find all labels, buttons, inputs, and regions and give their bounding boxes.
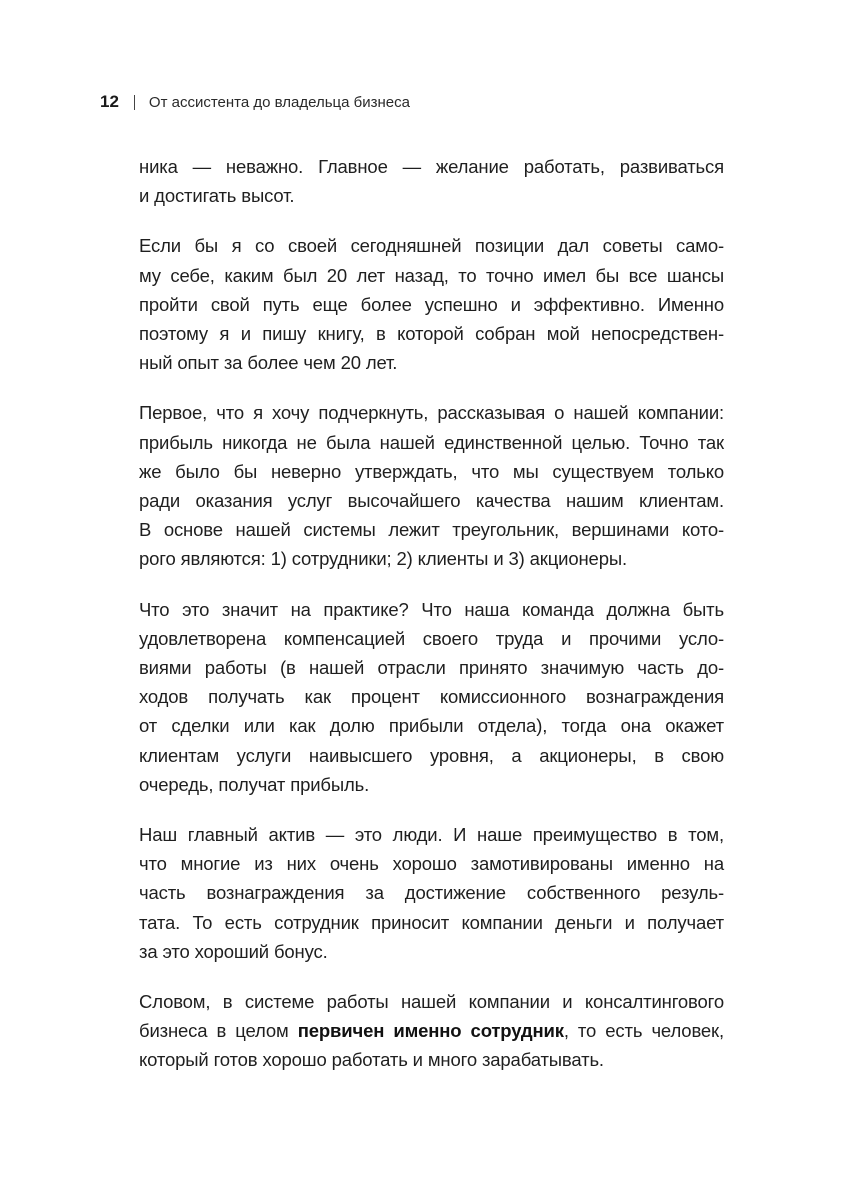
paragraph-1	[139, 152, 724, 210]
text-line: Если бы я со своей сегодняшней позиции дал советы само-	[139, 235, 724, 257]
page-number: 12	[100, 92, 119, 111]
emphasis-text: первичен именно сотрудник	[297, 1020, 564, 1042]
paragraph-3	[139, 398, 724, 573]
text-line: ходов получать как процент комиссионного вознаграждения	[139, 686, 724, 708]
paragraph-5	[139, 820, 724, 966]
text-line: рого являются: 1) сотрудники; 2) клиенты и 3) акционеры.	[139, 548, 627, 570]
text-line: и достигать высот.	[139, 185, 295, 207]
body-text	[139, 152, 724, 1096]
text-line: часть вознаграждения за достижение собственного резуль-	[139, 882, 724, 904]
text-line	[139, 1016, 724, 1045]
text-line: поэтому я и пишу книгу, в которой собран мой непосредствен-	[139, 323, 724, 345]
paragraph-4	[139, 595, 724, 799]
text-line: который готов хорошо работать и много зарабатывать.	[139, 1049, 604, 1071]
paragraph-2	[139, 231, 724, 377]
text-line: пройти свой путь еще более успешно и эффективно. Именно	[139, 293, 724, 315]
text-line: клиентам услуги наивысшего уровня, а акционеры, в свою	[139, 744, 724, 766]
text-line: очередь, получат прибыль.	[139, 773, 370, 795]
text-line: удовлетворена компенсацией своего труда и прочими усло-	[139, 627, 724, 649]
header-divider	[134, 95, 135, 110]
running-header	[100, 90, 410, 114]
text-run: бизнеса в целом	[139, 1020, 298, 1042]
text-line: ника — неважно. Главное — желание работать, развиваться	[139, 156, 724, 177]
text-line: Словом, в системе работы нашей компании и консалтингового	[139, 991, 724, 1013]
text-line: Наш главный актив — это люди. И наше преимущество в том,	[139, 824, 724, 846]
text-line: Первое, что я хочу подчеркнуть, рассказывая о нашей компании:	[139, 402, 724, 424]
paragraph-6	[139, 987, 724, 1075]
text-line: ради оказания услуг высочайшего качества нашим клиентам.	[139, 490, 724, 512]
text-line: же было бы неверно утверждать, что мы существуем только	[139, 460, 724, 482]
text-line: В основе нашей системы лежит треугольник, вершинами кото-	[139, 519, 724, 541]
text-run: , то есть человек,	[563, 1020, 724, 1042]
text-line: Что это значит на практике? Что наша команда должна быть	[139, 598, 724, 620]
text-line: тата. То есть сотрудник приносит компании деньги и получает	[139, 911, 724, 933]
text-line: от сделки или как долю прибыли отдела), тогда она окажет	[139, 715, 724, 737]
text-line: му себе, каким был 20 лет назад, то точно имел бы все шансы	[139, 264, 724, 286]
text-line: виями работы (в нашей отрасли принято значимую часть до-	[139, 657, 724, 679]
text-line: ный опыт за более чем 20 лет.	[139, 352, 398, 374]
text-line: прибыль никогда не была нашей единственной целью. Точно так	[139, 431, 724, 453]
text-line: что многие из них очень хорошо замотивированы именно на	[139, 853, 724, 875]
text-line: за это хороший бонус.	[139, 940, 328, 962]
running-title: От ассистента до владельца бизнеса	[148, 93, 410, 111]
